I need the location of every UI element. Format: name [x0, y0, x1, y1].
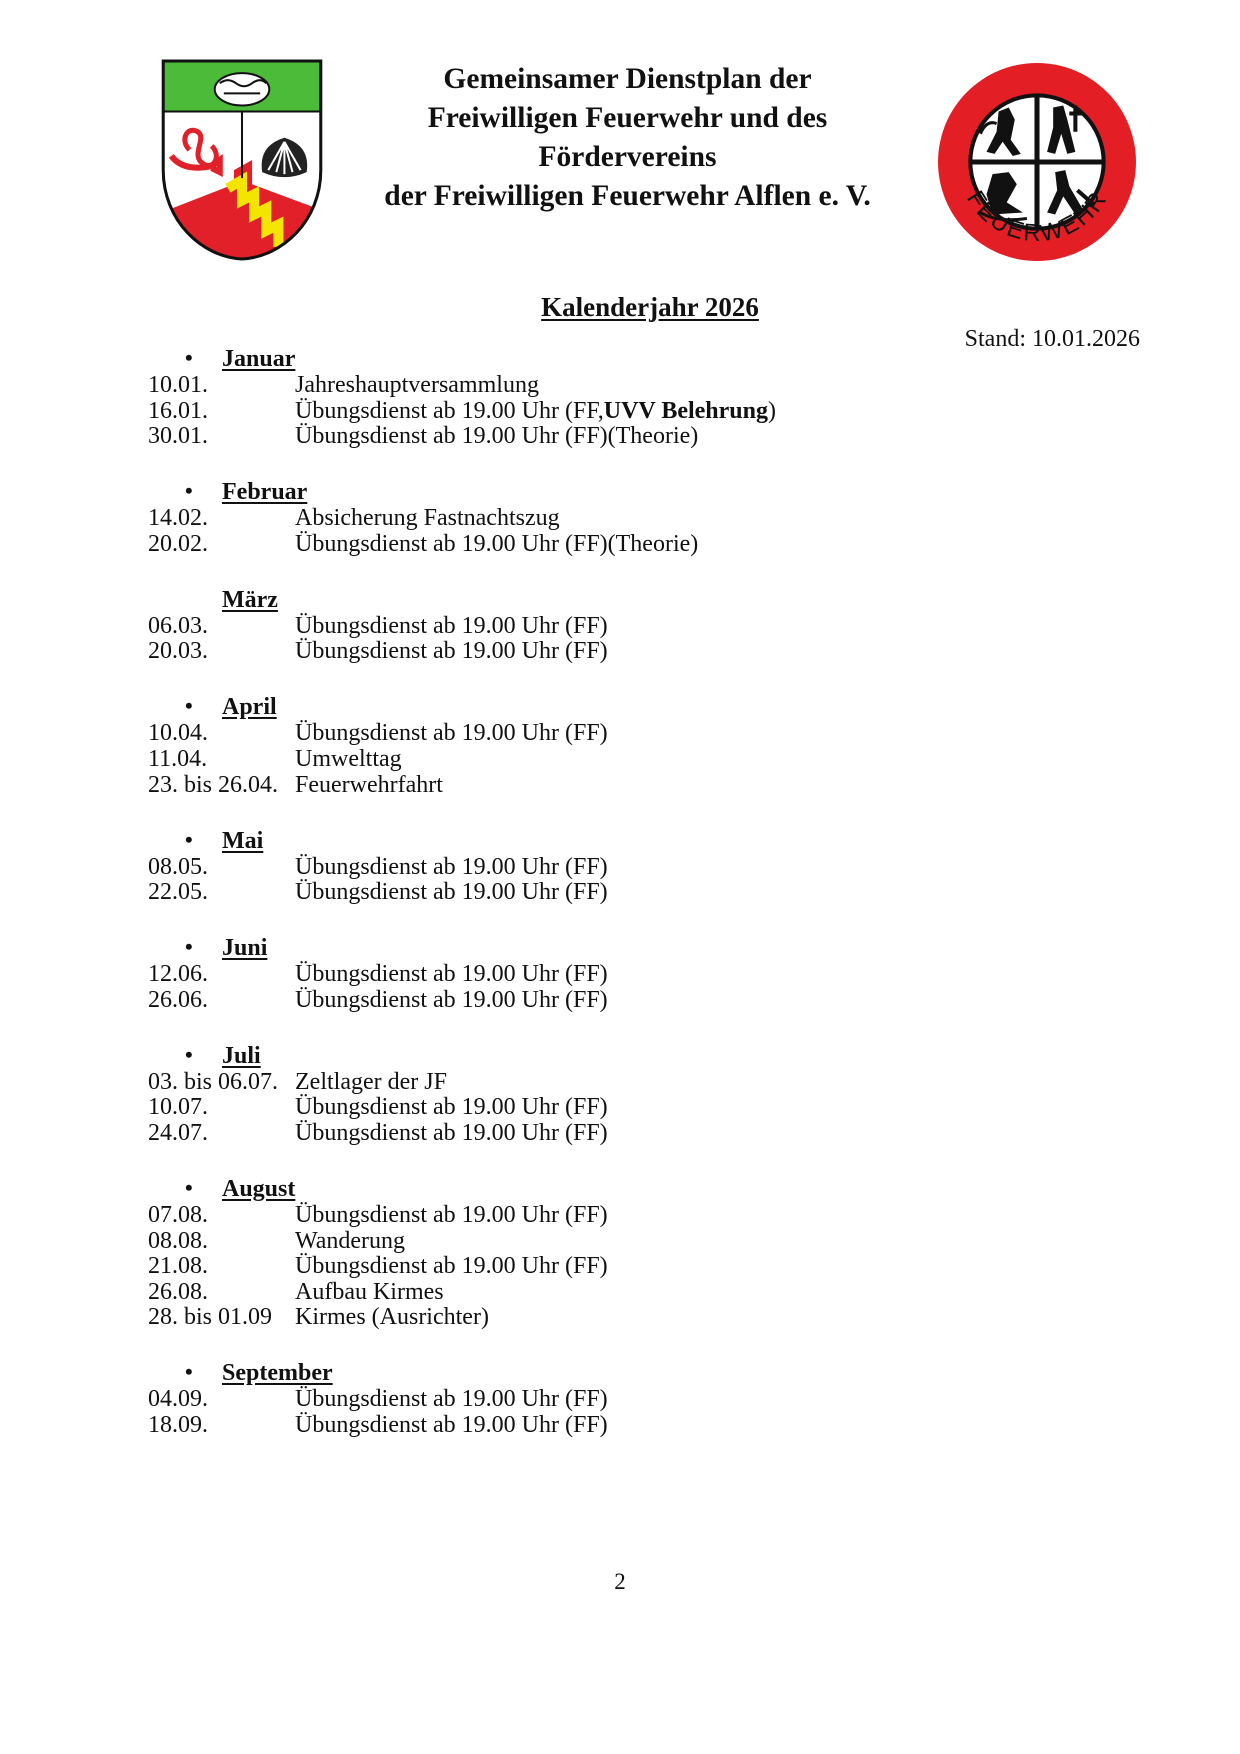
entry-date: 30.01.: [148, 423, 208, 450]
entry-description: [295, 372, 539, 399]
entry-date: 08.08.: [148, 1227, 208, 1254]
entry-date: 07.08.: [148, 1202, 208, 1228]
entry-text: Übungsdienst ab 19.00 Uhr (FF): [295, 879, 608, 906]
page-number: 2: [614, 1569, 626, 1594]
entry-text: Umwelttag: [295, 746, 402, 772]
bullet-icon: •: [185, 1175, 193, 1200]
title-line: Freiwilligen Feuerwehr und des: [427, 102, 828, 134]
stand-date: Stand: 10.01.2026: [964, 326, 1140, 352]
entry-date: 04.09.: [148, 1386, 208, 1413]
year-title: Kalenderjahr 2026: [541, 292, 759, 322]
entry-text: Übungsdienst ab 19.00 Uhr (FF): [295, 961, 608, 988]
title-line: Gemeinsamer Dienstplan der: [443, 63, 812, 95]
entry-description: [295, 961, 608, 988]
month-heading: [185, 693, 277, 721]
entry-date: 12.06.: [148, 961, 208, 988]
entry-date: 14.02.: [148, 505, 208, 532]
entry-description: [295, 854, 608, 881]
entry-date: 24.07.: [148, 1120, 208, 1146]
alflen-coat-of-arms-icon: [161, 59, 323, 261]
month-name: Mai: [222, 827, 264, 854]
entry-text: Übungsdienst ab 19.00 Uhr (FF): [295, 853, 608, 880]
entry-description: [295, 398, 776, 425]
bullet-icon: •: [185, 693, 193, 719]
month-heading: [185, 1359, 333, 1387]
entry-date: 23. bis 26.04.: [148, 771, 279, 798]
entry-description: [295, 879, 608, 906]
entry-description: [295, 772, 443, 799]
entry-date: 20.03.: [148, 638, 208, 665]
month-heading: [185, 1041, 261, 1070]
entry-text: Übungsdienst ab 19.00 Uhr (FF): [295, 1412, 608, 1438]
month-heading: [185, 1175, 296, 1203]
entry-text: Wanderung: [295, 1227, 406, 1254]
month-name: August: [222, 1176, 296, 1202]
entry-date: 08.05.: [148, 853, 208, 880]
entry-date: 20.02.: [148, 530, 208, 557]
entry-text: Absicherung Fastnachtszug: [295, 505, 560, 532]
entry-description: [295, 1412, 608, 1439]
entry-description: [295, 1202, 608, 1229]
entry-description: [295, 1279, 444, 1306]
entry-date: 22.05.: [148, 879, 208, 906]
month-name: April: [222, 694, 277, 721]
entry-date: 26.06.: [148, 986, 208, 1013]
bullet-icon: •: [185, 345, 193, 370]
entry-suffix: ): [768, 397, 776, 424]
entry-date: 28. bis 01.09: [148, 1304, 273, 1331]
bullet-icon: •: [185, 1359, 193, 1385]
entry-text: Aufbau Kirmes: [295, 1278, 444, 1305]
entry-description: [295, 987, 608, 1014]
entry-description: [295, 1253, 608, 1280]
month-heading: [185, 934, 268, 962]
entry-text: Übungsdienst ab 19.00 Uhr (FF): [295, 1094, 608, 1121]
entry-date: 18.09.: [148, 1412, 208, 1438]
entry-bold-text: UVV Belehrung: [603, 397, 768, 424]
title-line: Fördervereins: [538, 141, 717, 173]
entry-text: Übungsdienst ab 19.00 Uhr (FF): [295, 612, 608, 639]
entry-description: [295, 1069, 447, 1096]
entry-description: [295, 505, 560, 532]
entry-text: Übungsdienst ab 19.00 Uhr (FF): [295, 1386, 608, 1413]
entry-text: Übungsdienst ab 19.00 Uhr (FF): [295, 986, 608, 1013]
entry-description: [295, 1304, 489, 1331]
month-name: Februar: [222, 479, 308, 506]
entry-description: [295, 1228, 405, 1255]
title-line: der Freiwilligen Feuerwehr Alflen e. V.: [384, 180, 871, 212]
entry-description: [295, 613, 608, 640]
month-name: März: [222, 586, 278, 613]
entry-text: Zeltlager der JF: [295, 1068, 447, 1095]
month-name: September: [222, 1360, 333, 1387]
entry-date: 10.07.: [148, 1094, 208, 1121]
entry-date: 16.01.: [148, 397, 208, 424]
entry-text: Übungsdienst ab 19.00 Uhr (FF,: [295, 397, 604, 424]
month-heading: [185, 826, 264, 855]
entry-date: 03. bis 06.07.: [148, 1068, 279, 1095]
entry-description: [295, 1120, 608, 1147]
entry-text: Jahreshauptversammlung: [295, 372, 539, 398]
entry-date: 06.03.: [148, 612, 208, 639]
entry-text: Übungsdienst ab 19.00 Uhr (FF): [295, 1120, 608, 1146]
entry-date: 21.08.: [148, 1253, 208, 1280]
entry-description: [295, 638, 608, 665]
logo-text: FEUERWEHR: [961, 185, 1113, 248]
entry-text: Übungsdienst ab 19.00 Uhr (FF): [295, 1253, 608, 1280]
feuerwehr-logo-icon: [936, 59, 1138, 265]
entry-date: 10.04.: [148, 720, 208, 747]
month-name: Juli: [222, 1042, 261, 1069]
bullet-icon: •: [185, 1041, 193, 1067]
bullet-icon: •: [185, 826, 193, 852]
entry-text: Übungsdienst ab 19.00 Uhr (FF)(Theorie): [295, 530, 699, 557]
entry-text: Übungsdienst ab 19.00 Uhr (FF)(Theorie): [295, 423, 699, 450]
month-name: Januar: [222, 346, 296, 372]
bullet-icon: •: [185, 478, 193, 504]
entry-date: 11.04.: [148, 746, 208, 772]
month-heading: [185, 478, 308, 506]
entry-description: [295, 720, 608, 747]
month-heading: [185, 345, 296, 373]
entry-text: Übungsdienst ab 19.00 Uhr (FF): [295, 720, 608, 747]
entry-text: Feuerwehrfahrt: [295, 771, 443, 798]
entry-description: [295, 423, 698, 450]
entry-description: [295, 746, 402, 773]
entry-description: [295, 531, 698, 558]
document-title: [345, 60, 910, 216]
entry-text: Übungsdienst ab 19.00 Uhr (FF): [295, 1202, 608, 1228]
entry-text: Übungsdienst ab 19.00 Uhr (FF): [295, 638, 608, 665]
entry-date: 26.08.: [148, 1278, 208, 1305]
bullet-icon: •: [185, 934, 193, 960]
entry-description: [295, 1094, 608, 1121]
month-heading: [222, 587, 278, 614]
entry-description: [295, 1386, 608, 1413]
entry-date: 10.01.: [148, 372, 208, 398]
month-name: Juni: [222, 935, 268, 962]
entry-text: Kirmes (Ausrichter): [295, 1304, 489, 1331]
